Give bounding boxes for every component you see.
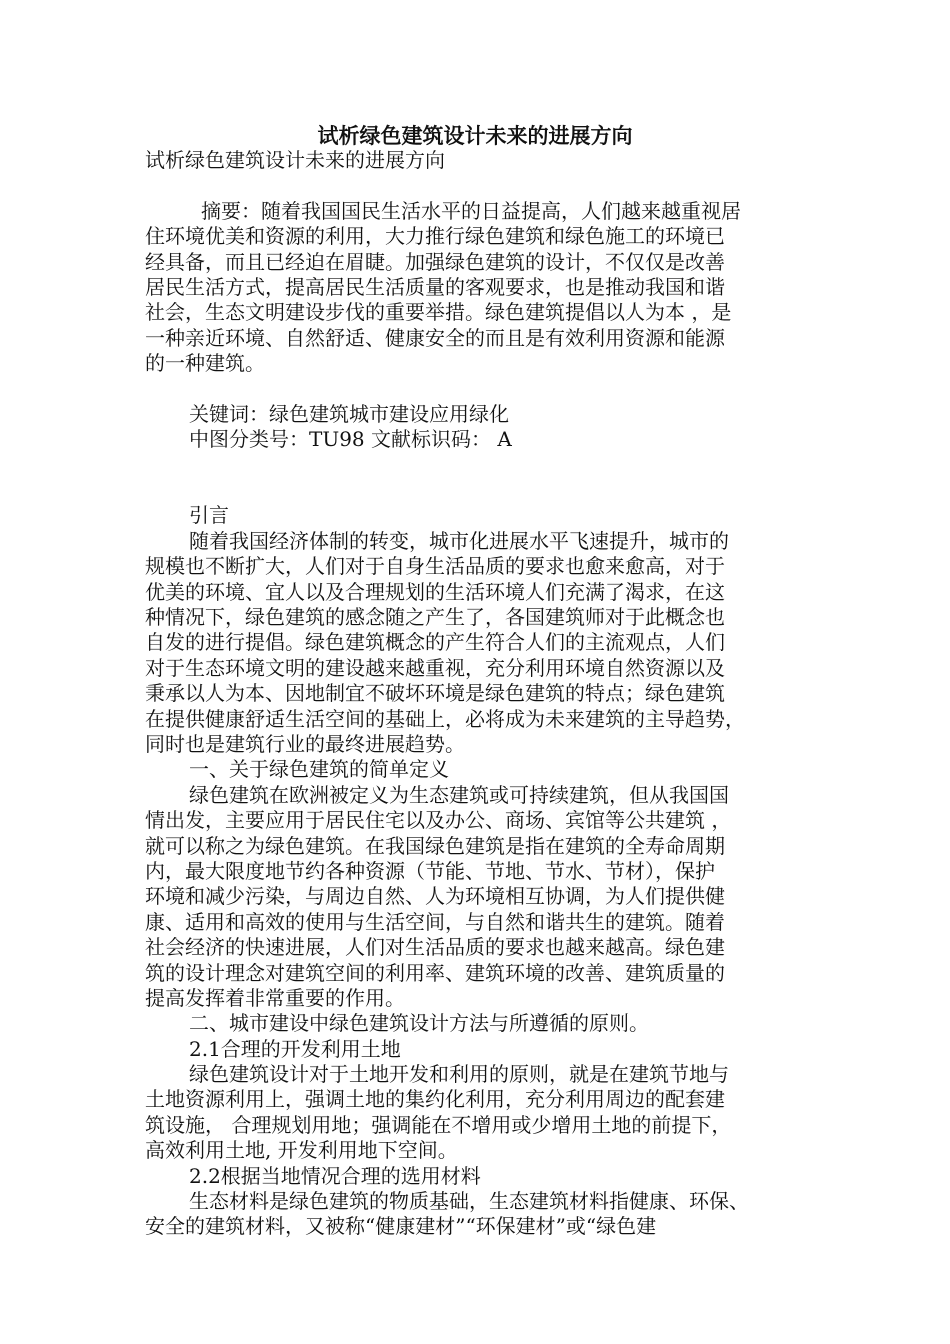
text-line: 提高发挥着非常重要的作用。 bbox=[145, 985, 405, 1010]
blank-line bbox=[145, 173, 810, 198]
text-line: 绿色建筑设计对于土地开发和利用的原则，就是在建筑节地与 bbox=[189, 1062, 729, 1087]
text-line: 住环境优美和资源的利用，大力推行绿色建筑和绿色施工的环境已 bbox=[145, 224, 725, 249]
text-line: 引言 bbox=[189, 503, 229, 528]
text-line: 经具备，而且已经迫在眉睫。加强绿色建筑的设计，不仅仅是改善 bbox=[145, 249, 725, 274]
text-line: 种情况下，绿色建筑的感念随之产生了，各国建筑师对于此概念也 bbox=[145, 605, 725, 630]
text-line: 一、关于绿色建筑的简单定义 bbox=[189, 757, 449, 782]
blank-line bbox=[145, 377, 810, 402]
text-line: 安全的建筑材料，又被称“健康建材”“环保建材”或“绿色建 bbox=[145, 1214, 657, 1239]
text-line: 的一种建筑。 bbox=[145, 351, 265, 376]
text-line: 情出发，主要应用于居民住宅以及办公、商场、宾馆等公共建筑 ， bbox=[145, 808, 732, 833]
blank-line bbox=[145, 453, 810, 478]
text-line: 生态材料是绿色建筑的物质基础，生态建筑材料指健康、环保、 bbox=[189, 1189, 749, 1214]
text-line: 中图分类号：TU98 文献标识码： A bbox=[189, 427, 512, 452]
document-title: 试析绿色建筑设计未来的进展方向 bbox=[317, 124, 633, 148]
text-line: 康、适用和高效的使用与生活空间，与自然和谐共生的建筑。随着 bbox=[145, 909, 725, 934]
blank-line bbox=[145, 478, 810, 503]
text-line: 内，最大限度地节约各种资源（节能、节地、节水、节材），保护 bbox=[145, 858, 715, 883]
text-line: 优美的环境、宜人以及合理规划的生活环境人们充满了渴求，在这 bbox=[145, 579, 725, 604]
text-line: 同时也是建筑行业的最终进展趋势。 bbox=[145, 731, 465, 756]
text-line: 高效利用土地, 开发利用地下空间。 bbox=[145, 1138, 458, 1163]
text-line: 对于生态环境文明的建设越来越重视，充分利用环境自然资源以及 bbox=[145, 655, 725, 680]
text-line: 就可以称之为绿色建筑。在我国绿色建筑是指在建筑的全寿命周期 bbox=[145, 833, 725, 858]
text-line: 绿色建筑在欧洲被定义为生态建筑或可持续建筑，但从我国国 bbox=[189, 782, 729, 807]
text-line: 筑设施， 合理规划用地；强调能在不增用或少增用土地的前提下， bbox=[145, 1112, 732, 1137]
text-line: 随着我国经济体制的转变，城市化进展水平飞速提升，城市的 bbox=[189, 528, 729, 553]
text-line: 土地资源利用上，强调土地的集约化利用，充分利用周边的配套建 bbox=[145, 1087, 725, 1112]
text-line: 自发的进行提倡。绿色建筑概念的产生符合人们的主流观点，人们 bbox=[145, 630, 725, 655]
text-line: 环境和减少污染，与周边自然、人为环境相互协调，为人们提供健 bbox=[145, 884, 725, 909]
text-line: 摘要：随着我国国民生活水平的日益提高，人们越来越重视居 bbox=[201, 198, 741, 223]
text-line: 社会经济的快速进展，人们对生活品质的要求也越来越高。绿色建 bbox=[145, 935, 725, 960]
text-line: 筑的设计理念对建筑空间的利用率、建筑环境的改善、建筑质量的 bbox=[145, 960, 725, 985]
text-line: 在提供健康舒适生活空间的基础上，必将成为未来建筑的主导趋势， bbox=[145, 706, 745, 731]
text-line: 社会，生态文明建设步伐的重要举措。绿色建筑提倡以人为本 ，是 bbox=[145, 300, 732, 325]
text-line: 2.2根据当地情况合理的选用材料 bbox=[189, 1163, 481, 1188]
text-line: 关键词：绿色建筑城市建设应用绿化 bbox=[189, 401, 509, 426]
text-line: 试析绿色建筑设计未来的进展方向 bbox=[145, 148, 445, 172]
text-line: 秉承以人为本、因地制宜不破坏环境是绿色建筑的特点；绿色建筑 bbox=[145, 681, 725, 706]
text-line: 规模也不断扩大，人们对于自身生活品质的要求也愈来愈高，对于 bbox=[145, 554, 725, 579]
text-line: 2.1合理的开发利用土地 bbox=[189, 1036, 401, 1061]
text-line: 一种亲近环境、自然舒适、健康安全的而且是有效利用资源和能源 bbox=[145, 325, 725, 350]
document-body bbox=[145, 148, 810, 1240]
text-line: 二、城市建设中绿色建筑设计方法与所遵循的原则。 bbox=[189, 1011, 649, 1036]
text-line: 居民生活方式，提高居民生活质量的客观要求，也是推动我国和谐 bbox=[145, 274, 725, 299]
